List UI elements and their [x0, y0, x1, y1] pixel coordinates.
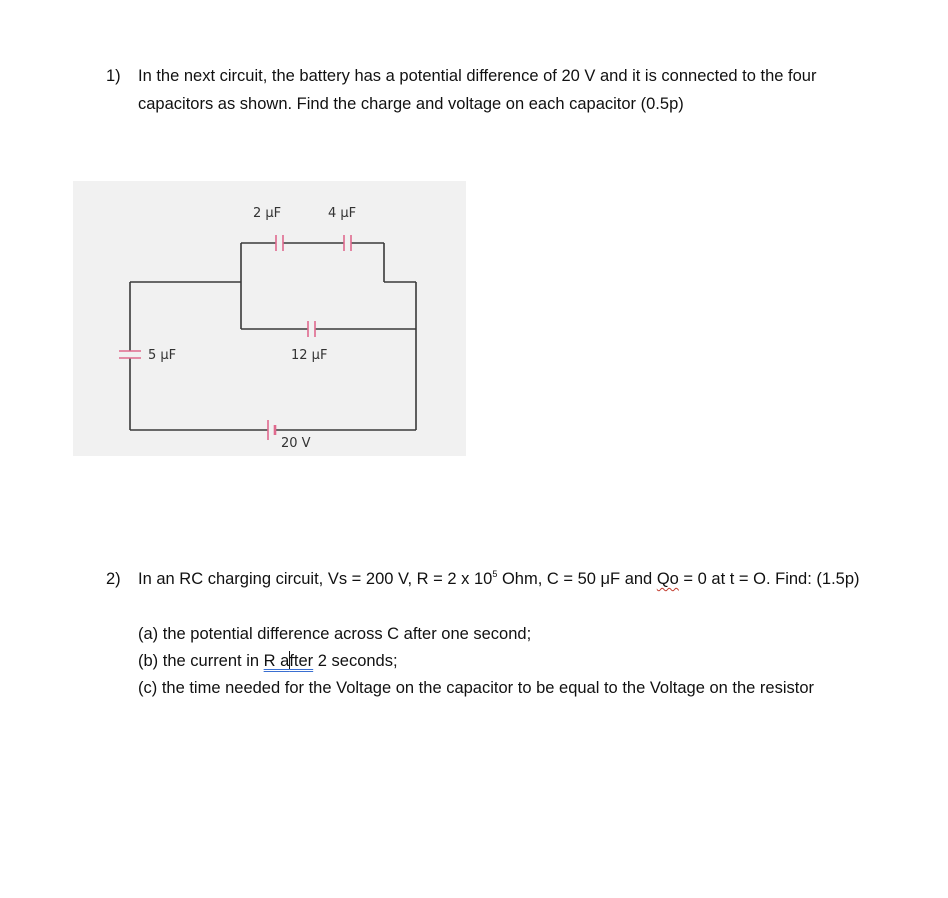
part-b-suffix: 2 seconds; — [313, 652, 398, 670]
question-2-number: 2) — [106, 570, 121, 588]
question-1-text — [138, 62, 928, 118]
question-2-part-a: (a) the potential difference across C after one second; — [138, 625, 532, 643]
question-2-intro-part-2: Ohm, C = 50 μF and — [497, 570, 657, 588]
question-2-text — [138, 565, 928, 702]
question-1-line-2: capacitors as shown. Find the charge and voltage on each capacitor (0.5p) — [138, 95, 684, 113]
question-2-intro — [138, 565, 928, 593]
question-2-part-b — [138, 648, 928, 675]
question-2-intro-part-1: In an RC charging circuit, Vs = 200 V, R = 2 x 10 — [138, 570, 493, 588]
exponent: 5 — [492, 569, 498, 579]
question-2-part-c: (c) the time needed for the Voltage on the capacitor to be equal to the Voltage on the resistor — [138, 679, 815, 697]
circuit-background — [73, 181, 466, 456]
label-2uF: 2 μF — [253, 206, 282, 221]
label-5uF: 5 μF — [148, 348, 177, 363]
question-1-number: 1) — [106, 67, 121, 85]
grammar-underlined-phrase — [264, 652, 314, 670]
label-4uF: 4 μF — [328, 206, 357, 221]
question-2-intro-part-3: = 0 at t = O. Find: (1.5p) — [678, 570, 860, 588]
part-b-fter: fter — [289, 652, 314, 670]
part-b-prefix: (b) the current in — [138, 652, 264, 670]
spellcheck-word-qo: Qo — [656, 570, 679, 588]
question-1-line-1: In the next circuit, the battery has a potential difference of 20 V and it is connected to the four — [138, 67, 817, 85]
label-battery: 20 V — [281, 436, 311, 451]
label-12uF: 12 μF — [291, 348, 328, 363]
question-2-parts — [138, 621, 928, 702]
circuit-diagram — [73, 181, 466, 456]
part-b-r-a: R a — [263, 652, 290, 670]
